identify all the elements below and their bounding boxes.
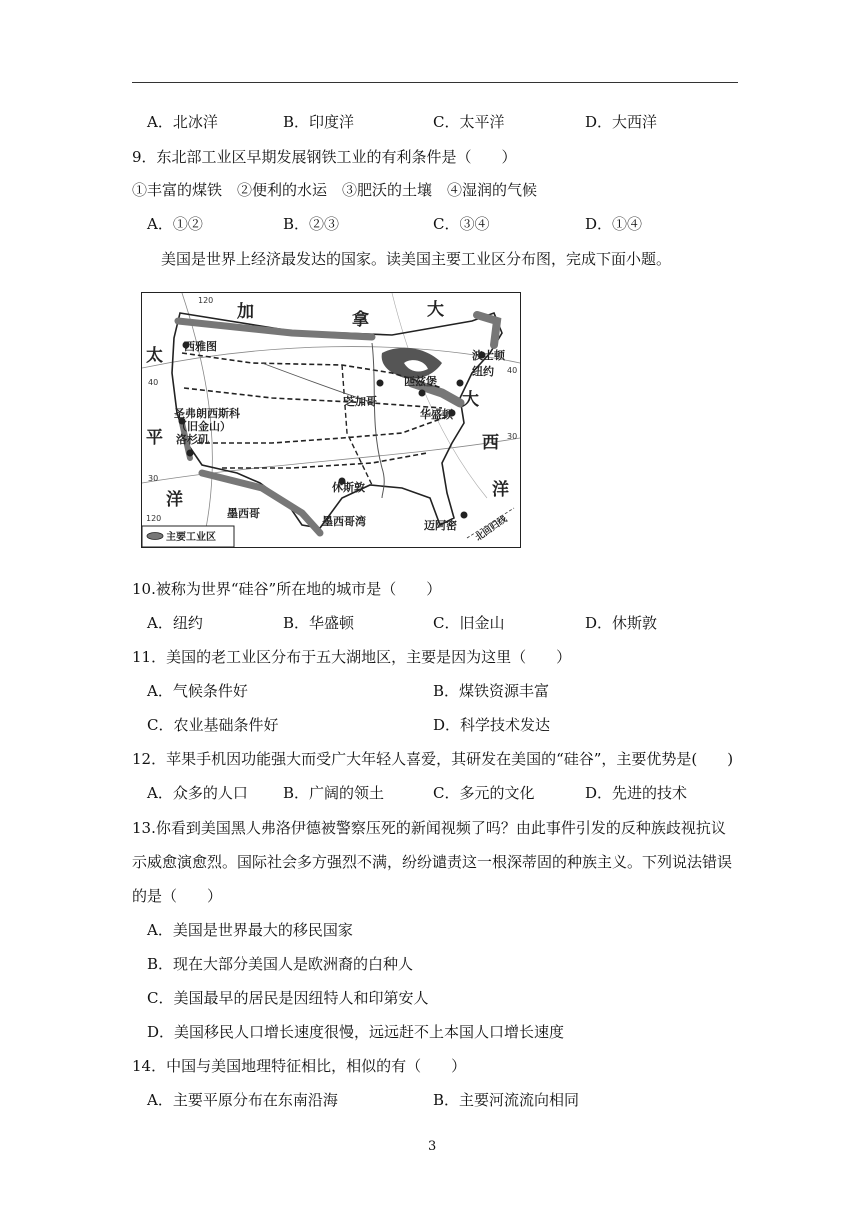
- city-dot-pittsburgh: [419, 390, 426, 397]
- label-washington: 华盛顿: [420, 408, 453, 421]
- label-tropic: 北回归线: [473, 514, 510, 544]
- label-mexico: 墨西哥: [227, 507, 260, 520]
- label-atlantic-2: 西: [482, 433, 499, 453]
- q10-option-a[interactable]: A．纽约: [147, 614, 203, 632]
- page-number: 3: [428, 1139, 437, 1154]
- q10-stem: 10.被称为世界“硅谷”所在地的城市是（ ）: [132, 580, 442, 598]
- q13-option-d[interactable]: D．美国移民人口增长速度很慢，远远赶不上本国人口增长速度: [147, 1023, 565, 1041]
- industrial-zone-north: [178, 321, 372, 337]
- q14-option-a[interactable]: A．主要平原分布在东南沿海: [147, 1091, 338, 1109]
- q9-stem: 9．东北部工业区早期发展钢铁工业的有利条件是（ ）: [132, 148, 517, 166]
- q13-option-b[interactable]: B．现在大部分美国人是欧洲裔的白种人: [147, 955, 414, 973]
- q8-option-b[interactable]: B．印度洋: [283, 113, 355, 131]
- label-gulf-of-mexico: 墨西哥湾: [322, 515, 366, 528]
- label-seattle: 西雅图: [184, 340, 217, 353]
- railway-line: [222, 453, 427, 468]
- city-dot-los-angeles: [187, 450, 194, 457]
- q8-option-a[interactable]: A．北冰洋: [147, 113, 218, 131]
- label-canada-3: 大: [427, 300, 444, 320]
- q12-option-d[interactable]: D．先进的技术: [585, 784, 688, 802]
- q13-option-a[interactable]: A．美国是世界最大的移民国家: [147, 921, 353, 939]
- q12-option-b[interactable]: B．广阔的领土: [283, 784, 385, 802]
- intro-text: 美国是世界上经济最发达的国家。读美国主要工业区分布图，完成下面小题。: [161, 250, 672, 268]
- q10-option-c[interactable]: C．旧金山: [433, 614, 505, 632]
- legend-label: 主要工业区: [166, 532, 216, 543]
- label-san-francisco-alt: （旧金山）: [176, 420, 231, 433]
- city-dot-miami: [461, 512, 468, 519]
- q11-option-b[interactable]: B．煤铁资源丰富: [433, 682, 550, 700]
- q9-option-d[interactable]: D．①④: [585, 215, 643, 233]
- q11-option-a[interactable]: A．气候条件好: [147, 682, 248, 700]
- q14-option-b[interactable]: B．主要河流流向相同: [433, 1091, 580, 1109]
- industrial-zone-south: [202, 473, 320, 533]
- q9-option-c[interactable]: C．③④: [433, 215, 490, 233]
- label-lon-120-bottom: 120: [146, 514, 162, 523]
- label-los-angeles: 洛杉矶: [176, 433, 209, 446]
- industrial-zone-northeast: [477, 315, 497, 345]
- q13-option-c[interactable]: C．美国最早的居民是因纽特人和印第安人: [147, 989, 429, 1007]
- label-miami: 迈阿密: [424, 519, 457, 532]
- label-lat-40-right: 40: [507, 366, 518, 375]
- label-pacific-1: 太: [146, 346, 163, 366]
- label-canada-1: 加: [237, 302, 254, 322]
- label-atlantic-3: 洋: [492, 480, 509, 500]
- header-rule: [132, 82, 738, 83]
- railway-line: [184, 388, 442, 408]
- city-dot-newyork: [457, 380, 464, 387]
- q9-option-a[interactable]: A．①②: [147, 215, 203, 233]
- q9-option-b[interactable]: B．②③: [283, 215, 340, 233]
- label-lat-30-right: 30: [507, 432, 518, 441]
- railway-line: [342, 365, 372, 485]
- q9-conditions: ①丰富的煤铁 ②便利的水运 ③肥沃的土壤 ④湿润的气候: [132, 181, 538, 199]
- q12-option-c[interactable]: C．多元的文化: [433, 784, 535, 802]
- label-pittsburgh: 匹兹堡: [404, 375, 437, 388]
- q11-stem: 11．美国的老工业区分布于五大湖地区，主要是因为这里（ ）: [132, 648, 572, 666]
- q8-option-c[interactable]: C．太平洋: [433, 113, 505, 131]
- q10-option-b[interactable]: B．华盛顿: [283, 614, 355, 632]
- label-lat-30-left: 30: [148, 474, 159, 483]
- label-lon-120-top: 120: [198, 296, 214, 305]
- legend-swatch: [147, 533, 163, 540]
- us-industrial-map: [141, 292, 521, 548]
- label-chicago: 芝加哥: [344, 395, 377, 408]
- label-lat-40-left: 40: [148, 378, 159, 387]
- label-pacific-3: 洋: [166, 490, 183, 510]
- q14-stem: 14．中国与美国地理特征相比，相似的有（ ）: [132, 1057, 467, 1075]
- q13-stem-line1: 13.你看到美国黑人弗洛伊德被警察压死的新闻视频了吗？由此事件引发的反种族歧视抗议: [132, 819, 726, 837]
- q12-option-a[interactable]: A．众多的人口: [147, 784, 248, 802]
- label-canada-2: 拿: [352, 310, 369, 330]
- q13-stem-line3: 的是（ ）: [132, 887, 223, 905]
- q11-option-c[interactable]: C．农业基础条件好: [147, 716, 279, 734]
- label-boston: 波士顿: [472, 349, 505, 362]
- city-dot-chicago: [377, 380, 384, 387]
- label-san-francisco: 圣弗朗西斯科: [174, 407, 240, 420]
- q13-stem-line2: 示威愈演愈烈。国际社会多方强烈不满，纷纷谴责这一根深蒂固的种族主义。下列说法错误: [132, 853, 733, 871]
- label-houston: 休斯敦: [332, 481, 365, 494]
- label-atlantic-1: 大: [462, 390, 479, 410]
- q11-option-d[interactable]: D．科学技术发达: [433, 716, 551, 734]
- q10-option-d[interactable]: D．休斯敦: [585, 614, 658, 632]
- label-newyork: 纽约: [472, 365, 494, 378]
- mississippi-river: [372, 343, 384, 498]
- q8-option-d[interactable]: D．大西洋: [585, 113, 658, 131]
- q12-stem: 12．苹果手机因功能强大而受广大年轻人喜爱，其研发在美国的“硅谷”，主要优势是( ): [132, 750, 734, 768]
- label-pacific-2: 平: [146, 428, 163, 448]
